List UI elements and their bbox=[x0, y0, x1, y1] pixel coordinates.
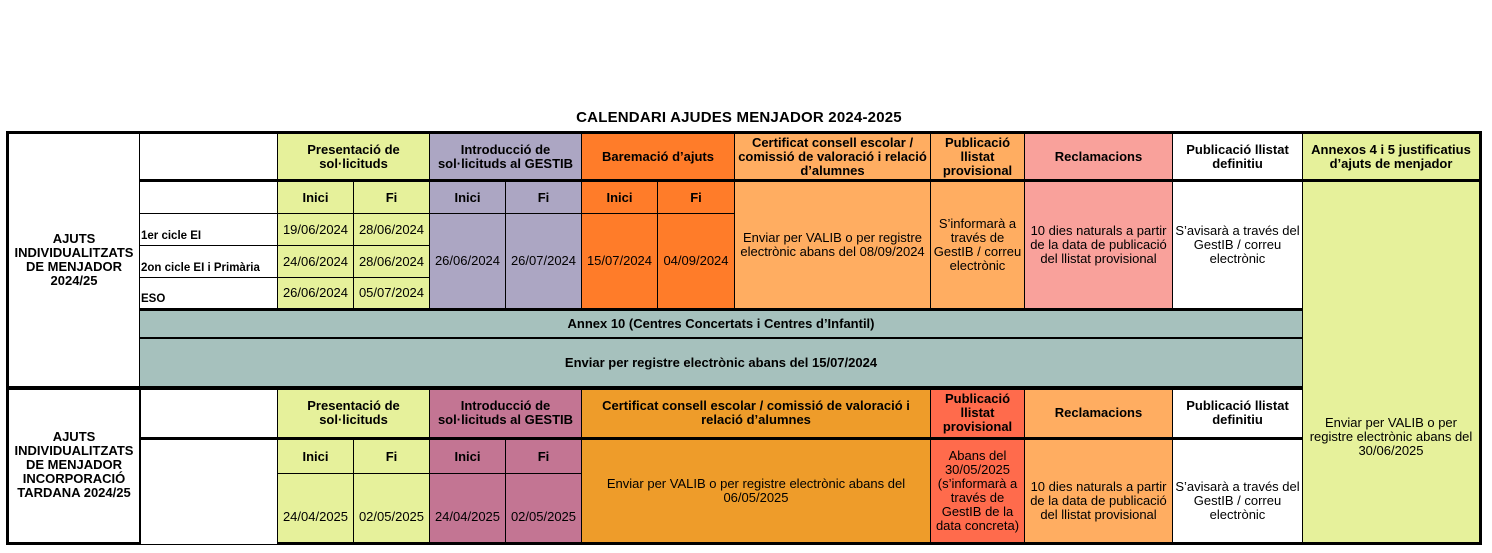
s2-introduccio-fi-header: Fi bbox=[505, 439, 582, 474]
publicacio-definitiu-text: S’avisarà a través del GestIB / correu electrònic bbox=[1172, 181, 1303, 309]
annex10-text: Enviar per registre electrònic abans del 15/07/2024 bbox=[139, 338, 1303, 389]
header-annexos: Annexos 4 i 5 justificatius d’ajuts de menjador bbox=[1302, 131, 1482, 181]
reclamacions-text: 10 dies naturals a partir de la data de publicació del llistat provisional bbox=[1024, 181, 1173, 309]
s2-introduccio-inici-header: Inici bbox=[429, 439, 506, 474]
s2-header-presentacio: Presentació de sol·licituds bbox=[277, 387, 430, 439]
header-publicacio-provisional: Publicació llistat provisional bbox=[930, 131, 1025, 181]
introduccio-fi-header: Fi bbox=[505, 181, 582, 214]
baremacio-inici-value: 15/07/2024 bbox=[581, 213, 658, 309]
s2-presentacio-fi-value: 02/05/2025 bbox=[353, 473, 430, 545]
publicacio-provisional-text: S’informarà a través de GestIB / correu electrònic bbox=[930, 181, 1025, 309]
row-label-eso: ESO bbox=[139, 277, 278, 309]
header-empty bbox=[139, 131, 278, 181]
s2-certificat-text: Enviar per VALIB o per registre electrònic abans del 06/05/2025 bbox=[581, 439, 931, 545]
inici-fi-empty bbox=[139, 181, 278, 214]
s2-header-publicacio-definitiu: Publicació llistat definitiu bbox=[1172, 387, 1303, 439]
s2-publicacio-definitiu-text: S’avisarà a través del GestIB / correu electrònic bbox=[1172, 439, 1303, 545]
introduccio-inici-value: 26/06/2024 bbox=[429, 213, 506, 309]
header-presentacio: Presentació de sol·licituds bbox=[277, 131, 430, 181]
presentacio-fi-cicle1: 28/06/2024 bbox=[353, 213, 430, 246]
section1-label: AJUTS INDIVIDUALITZATS DE MENJADOR 2024/25 bbox=[6, 131, 140, 389]
introduccio-inici-header: Inici bbox=[429, 181, 506, 214]
presentacio-inici-cicle2: 24/06/2024 bbox=[277, 245, 354, 278]
row-label-cicle2: 2on cicle EI i Primària bbox=[139, 245, 278, 278]
presentacio-inici-cicle1: 19/06/2024 bbox=[277, 213, 354, 246]
section2-empty bbox=[139, 387, 278, 545]
introduccio-fi-value: 26/07/2024 bbox=[505, 213, 582, 309]
s2-header-reclamacions: Reclamacions bbox=[1024, 387, 1173, 439]
annexos-text: Enviar per VALIB o per registre electrònic abans del 30/06/2025 bbox=[1302, 181, 1482, 545]
s2-introduccio-fi-value: 02/05/2025 bbox=[505, 473, 582, 545]
header-baremacio: Baremació d’ajuts bbox=[581, 131, 735, 181]
section2-label: AJUTS INDIVIDUALITZATS DE MENJADOR INCORPORACIÓ TARDANA 2024/25 bbox=[6, 387, 140, 545]
presentacio-fi-cicle2: 28/06/2024 bbox=[353, 245, 430, 278]
presentacio-inici-header: Inici bbox=[277, 181, 354, 214]
baremacio-fi-value: 04/09/2024 bbox=[657, 213, 735, 309]
baremacio-fi-header: Fi bbox=[657, 181, 735, 214]
certificat-text: Enviar per VALIB o per registre electrònic abans del 08/09/2024 bbox=[734, 181, 931, 309]
s2-presentacio-inici-header: Inici bbox=[277, 439, 354, 474]
s2-introduccio-inici-value: 24/04/2025 bbox=[429, 473, 506, 545]
presentacio-fi-header: Fi bbox=[353, 181, 430, 214]
s2-reclamacions-text: 10 dies naturals a partir de la data de publicació del llistat provisional bbox=[1024, 439, 1173, 545]
presentacio-inici-eso: 26/06/2024 bbox=[277, 277, 354, 309]
presentacio-fi-eso: 05/07/2024 bbox=[353, 277, 430, 309]
annex10-title: Annex 10 (Centres Concertats i Centres d’Infantil) bbox=[139, 308, 1303, 340]
s2-presentacio-inici-value: 24/04/2025 bbox=[277, 473, 354, 545]
s2-presentacio-fi-header: Fi bbox=[353, 439, 430, 474]
header-introduccio: Introducció de sol·licituds al GESTIB bbox=[429, 131, 582, 181]
header-reclamacions: Reclamacions bbox=[1024, 131, 1173, 181]
baremacio-inici-header: Inici bbox=[581, 181, 658, 214]
page-title: CALENDARI AJUDES MENJADOR 2024-2025 bbox=[576, 109, 902, 126]
header-publicacio-definitiu: Publicació llistat definitiu bbox=[1172, 131, 1303, 181]
header-certificat: Certificat consell escolar / comissió de valoració i relació d’alumnes bbox=[734, 131, 931, 181]
s2-header-certificat: Certificat consell escolar / comissió de valoració i relació d’alumnes bbox=[581, 387, 931, 439]
s2-header-publicacio-provisional: Publicació llistat provisional bbox=[930, 387, 1025, 439]
s2-publicacio-provisional-text: Abans del 30/05/2025 (s’informarà a través de GestIB de la data concreta) bbox=[930, 439, 1025, 545]
s2-header-introduccio: Introducció de sol·licituds al GESTIB bbox=[429, 387, 582, 439]
row-label-cicle1: 1er cicle EI bbox=[139, 213, 278, 246]
